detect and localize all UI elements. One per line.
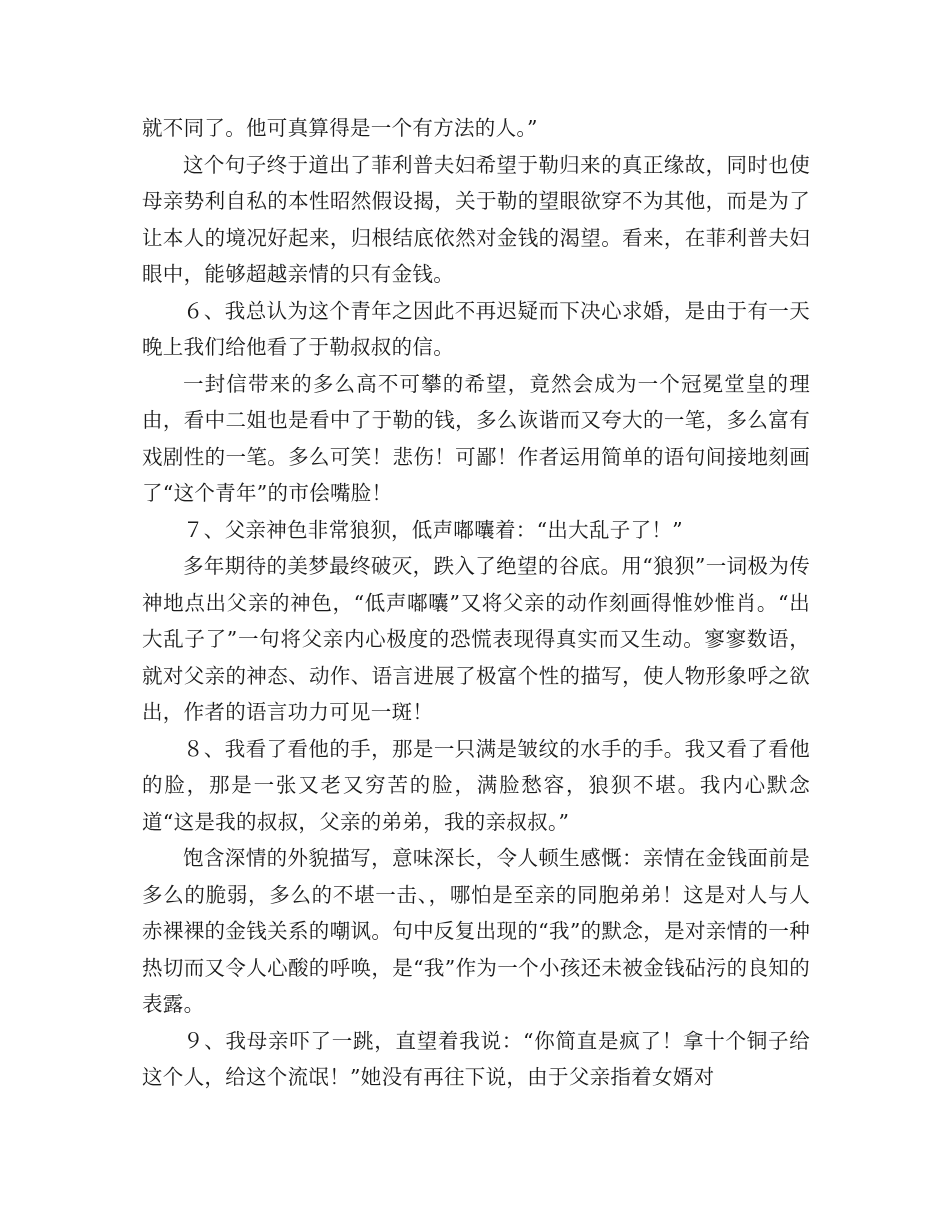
paragraph-quote-7: ７、父亲神色非常狼狈，低声嘟囔着：“出大乱子了！” [183,517,683,542]
paragraph-analysis-1: 这个句子终于道出了菲利普夫妇希望于勒归来的真正缘故，同时也使母亲势利自私的本性昭然假设揭，关于勒的望眼欲穿不为其他，而是为了让本人的境况好起来，归根结底依然对金钱的渴望。看来，在菲利普夫妇眼中，能够超越亲情的只有金钱。 [142,152,810,286]
paragraph-analysis-6: 一封信带来的多么高不可攀的希望，竟然会成为一个冠冕堂皇的理由，看中二姐也是看中了于勒的钱，多么诙谐而又夸大的一笔，多么富有戏剧性的一笔。多么可笑！悲伤！可鄙！作者运用简单的语句间接地刻画了“这个青年”的市侩嘴脸！ [142,371,810,505]
paragraph-quote-9: ９、我母亲吓了一跳，直望着我说：“你简直是疯了！拿十个铜子给这个人，给这个流氓！”她没有再往下说，由于父亲指着女婿对 [142,1028,810,1089]
paragraph-quote-8: ８、我看了看他的手，那是一只满是皱纹的水手的手。我又看了看他的脸，那是一张又老又穷苦的脸，满脸愁容，狼狈不堪。我内心默念道“这是我的叔叔，父亲的弟弟，我的亲叔叔。” [142,736,810,834]
document-body [142,110,810,1096]
paragraph-continued: 就不同了。他可真算得是一个有方法的人。” [142,116,538,140]
paragraph-analysis-8: 饱含深情的外貌描写，意味深长，令人顿生感慨：亲情在金钱面前是多么的脆弱，多么的不堪一击、，哪怕是至亲的同胞弟弟！这是对人与人赤裸裸的金钱关系的嘲讽。句中反复出现的“我”的默念，是对亲情的一种热切而又令人心酸的呼唤，是“我”作为一个小孩还未被金钱砧污的良知的表露。 [142,846,810,1016]
paragraph-quote-6: ６、我总认为这个青年之因此不再迟疑而下决心求婚，是由于有一天晚上我们给他看了于勒叔叔的信。 [142,298,810,359]
paragraph-analysis-7: 多年期待的美梦最终破灭，跌入了绝望的谷底。用“狼狈”一词极为传神地点出父亲的神色，“低声嘟囔”又将父亲的动作刻画得惟妙惟肖。“出大乱子了”一句将父亲内心极度的恐慌表现得真实而又生动。寥寥数语，就对父亲的神态、动作、语言进展了极富个性的描写，使人物形象呼之欲出，作者的语言功力可见一斑！ [142,554,810,724]
